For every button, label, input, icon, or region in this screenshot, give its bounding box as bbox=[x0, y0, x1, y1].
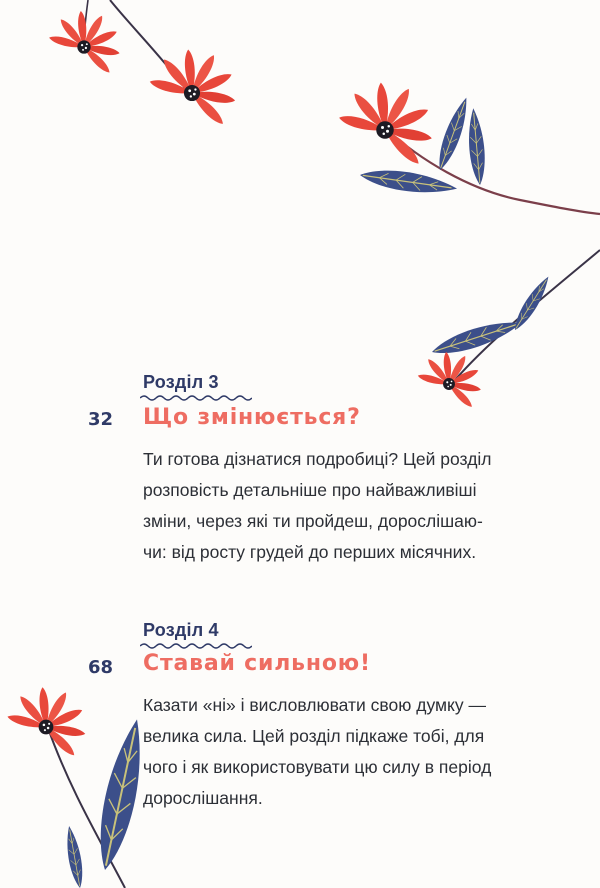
flower-top-left bbox=[48, 0, 236, 127]
flower-bottom-left bbox=[6, 687, 151, 888]
chapter-description bbox=[143, 444, 543, 568]
description-line: Казати «ні» і висловлювати свою думку — bbox=[143, 695, 487, 715]
description-line: чи: від росту грудей до перших місячних. bbox=[143, 542, 477, 562]
description-line: дорослішання. bbox=[143, 788, 263, 808]
description-line: чого і як використовувати цю силу в період bbox=[143, 757, 492, 777]
page-number: 68 bbox=[88, 657, 114, 678]
description-line: Ти готова дізнатися подробиці? Цей розділ bbox=[143, 449, 492, 469]
chapter-description bbox=[143, 690, 543, 814]
wavy-underline bbox=[140, 642, 252, 650]
page-number: 32 bbox=[88, 409, 114, 430]
flower-top-right bbox=[338, 82, 600, 214]
chapter-title: Ставай сильною! bbox=[143, 651, 371, 676]
chapter-label: Розділ 3 bbox=[143, 372, 219, 392]
description-line: зміни, через які ти пройдеш, дорослішаю- bbox=[143, 511, 483, 531]
chapter-title: Що змінюється? bbox=[143, 405, 361, 430]
description-line: велика сила. Цей розділ підкаже тобі, для bbox=[143, 726, 485, 746]
flower-mid-right bbox=[417, 250, 600, 409]
wavy-underline bbox=[140, 394, 252, 402]
description-line: розповість детальніше про найважливіші bbox=[143, 480, 477, 500]
chapter-label: Розділ 4 bbox=[143, 620, 219, 640]
